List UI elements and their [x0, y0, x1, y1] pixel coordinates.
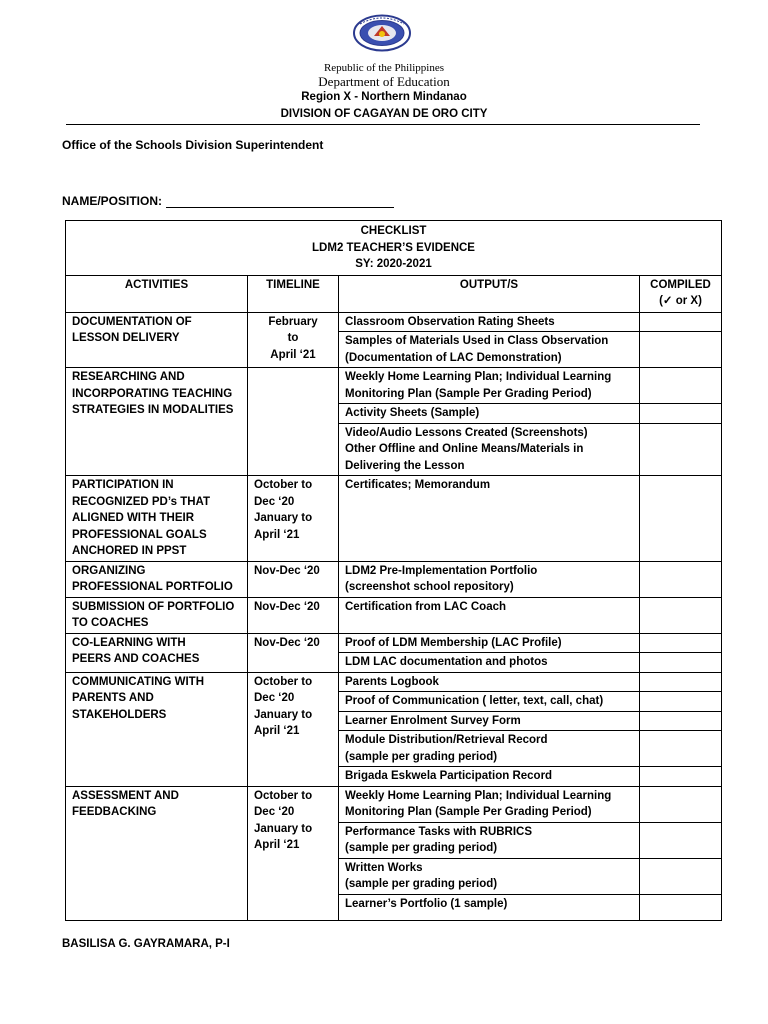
activity-cell: COMMUNICATING WITH PARENTS AND STAKEHOLDERS	[66, 672, 248, 786]
compiled-checkbox-cell[interactable]	[640, 822, 722, 858]
col-header-outputs: OUTPUT/S	[339, 275, 640, 312]
header-office: Office of the Schools Division Superintendent	[62, 138, 324, 152]
col-header-activities: ACTIVITIES	[66, 275, 248, 312]
table-row	[66, 672, 722, 692]
output-cell: Proof of Communication ( letter, text, call, chat)	[339, 692, 640, 712]
name-position-label: NAME/POSITION:	[62, 194, 163, 208]
header-divider	[66, 124, 700, 125]
title-line-1: CHECKLIST	[360, 225, 427, 237]
compiled-checkbox-cell[interactable]	[640, 597, 722, 633]
output-cell: Certificates; Memorandum	[339, 476, 640, 562]
activity-cell: PARTICIPATION IN RECOGNIZED PD’s THAT ALIGNED WITH THEIR PROFESSIONAL GOALS ANCHORED IN PPST	[66, 476, 248, 562]
output-cell: LDM LAC documentation and photos	[339, 653, 640, 673]
col-header-timeline: TIMELINE	[248, 275, 339, 312]
timeline-cell: October to Dec ‘20 January to April ‘21	[248, 786, 339, 920]
compiled-checkbox-cell[interactable]	[640, 312, 722, 332]
compiled-checkbox-cell[interactable]	[640, 767, 722, 787]
compiled-checkbox-cell[interactable]	[640, 786, 722, 822]
header-division: DIVISION OF CAGAYAN DE ORO CITY	[280, 108, 488, 120]
compiled-checkbox-cell[interactable]	[640, 423, 722, 476]
timeline-cell: February to April ‘21	[248, 312, 339, 368]
table-row	[66, 597, 722, 633]
output-cell: Certification from LAC Coach	[339, 597, 640, 633]
compiled-checkbox-cell[interactable]	[640, 476, 722, 562]
checklist-table	[65, 220, 722, 921]
output-cell: Weekly Home Learning Plan; Individual Learning Monitoring Plan (Sample Per Grading Period)	[339, 786, 640, 822]
header-republic: Republic of the Philippines	[323, 62, 445, 74]
header-department: Department of Education	[318, 74, 450, 89]
compiled-label: COMPILED	[650, 278, 711, 291]
output-cell: Performance Tasks with RUBRICS (sample per grading period)	[339, 822, 640, 858]
output-cell: Classroom Observation Rating Sheets	[339, 312, 640, 332]
output-cell: Brigada Eskwela Participation Record	[339, 767, 640, 787]
output-cell: Weekly Home Learning Plan; Individual Learning Monitoring Plan (Sample Per Grading Period)	[339, 368, 640, 404]
table-row	[66, 786, 722, 822]
timeline-cell: October to Dec ‘20 January to April ‘21	[248, 476, 339, 562]
name-position-field	[62, 194, 394, 208]
compiled-checkbox-cell[interactable]	[640, 332, 722, 368]
header-region: Region X - Northern Mindanao	[301, 91, 467, 103]
signature-name: BASILISA G. GAYRAMARA, P-I	[62, 938, 230, 950]
compiled-checkbox-cell[interactable]	[640, 731, 722, 767]
checklist-title	[66, 221, 722, 276]
title-line-2: LDM2 TEACHER’S EVIDENCE	[312, 241, 475, 254]
compiled-checkbox-cell[interactable]	[640, 858, 722, 894]
compiled-checkbox-cell[interactable]	[640, 653, 722, 673]
table-row	[66, 476, 722, 562]
title-line-3: SY: 2020-2021	[355, 258, 432, 270]
table-row	[66, 312, 722, 332]
compiled-checkbox-cell[interactable]	[640, 692, 722, 712]
output-cell: Activity Sheets (Sample)	[339, 404, 640, 424]
activity-cell: CO-LEARNING WITH PEERS AND COACHES	[66, 633, 248, 672]
activity-cell: ORGANIZING PROFESSIONAL PORTFOLIO	[66, 561, 248, 597]
output-cell: Proof of LDM Membership (LAC Profile)	[339, 633, 640, 653]
timeline-cell: Nov-Dec ‘20	[248, 597, 339, 633]
timeline-cell: Nov-Dec ‘20	[248, 633, 339, 672]
compiled-checkbox-cell[interactable]	[640, 672, 722, 692]
table-row	[66, 368, 722, 404]
name-position-blank	[166, 195, 394, 208]
output-cell: Samples of Materials Used in Class Observation (Documentation of LAC Demonstration)	[339, 332, 640, 368]
output-cell: Written Works (sample per grading period)	[339, 858, 640, 894]
compiled-checkbox-cell[interactable]	[640, 711, 722, 731]
timeline-cell: October to Dec ‘20 January to April ‘21	[248, 672, 339, 786]
compiled-checkbox-cell[interactable]	[640, 368, 722, 404]
compiled-sublabel: (✓ or X)	[659, 295, 702, 307]
output-cell: Parents Logbook	[339, 672, 640, 692]
output-cell: Module Distribution/Retrieval Record (sample per grading period)	[339, 731, 640, 767]
activity-cell: ASSESSMENT AND FEEDBACKING	[66, 786, 248, 920]
compiled-checkbox-cell[interactable]	[640, 561, 722, 597]
activity-cell: DOCUMENTATION OF LESSON DELIVERY	[66, 312, 248, 368]
output-cell: Video/Audio Lessons Created (Screenshots) Other Offline and Online Means/Materials in Delivering the Lesson	[339, 423, 640, 476]
table-row	[66, 633, 722, 653]
output-cell: Learner’s Portfolio (1 sample)	[339, 894, 640, 920]
col-header-compiled	[640, 275, 722, 312]
output-cell: Learner Enrolment Survey Form	[339, 711, 640, 731]
deped-seal-logo	[352, 14, 412, 52]
timeline-cell: Nov-Dec ‘20	[248, 561, 339, 597]
compiled-checkbox-cell[interactable]	[640, 404, 722, 424]
activity-cell: SUBMISSION OF PORTFOLIO TO COACHES	[66, 597, 248, 633]
compiled-checkbox-cell[interactable]	[640, 894, 722, 920]
timeline-cell	[248, 368, 339, 476]
activity-cell: RESEARCHING AND INCORPORATING TEACHING STRATEGIES IN MODALITIES	[66, 368, 248, 476]
output-cell: LDM2 Pre-Implementation Portfolio (screenshot school repository)	[339, 561, 640, 597]
compiled-checkbox-cell[interactable]	[640, 633, 722, 653]
table-row	[66, 561, 722, 597]
